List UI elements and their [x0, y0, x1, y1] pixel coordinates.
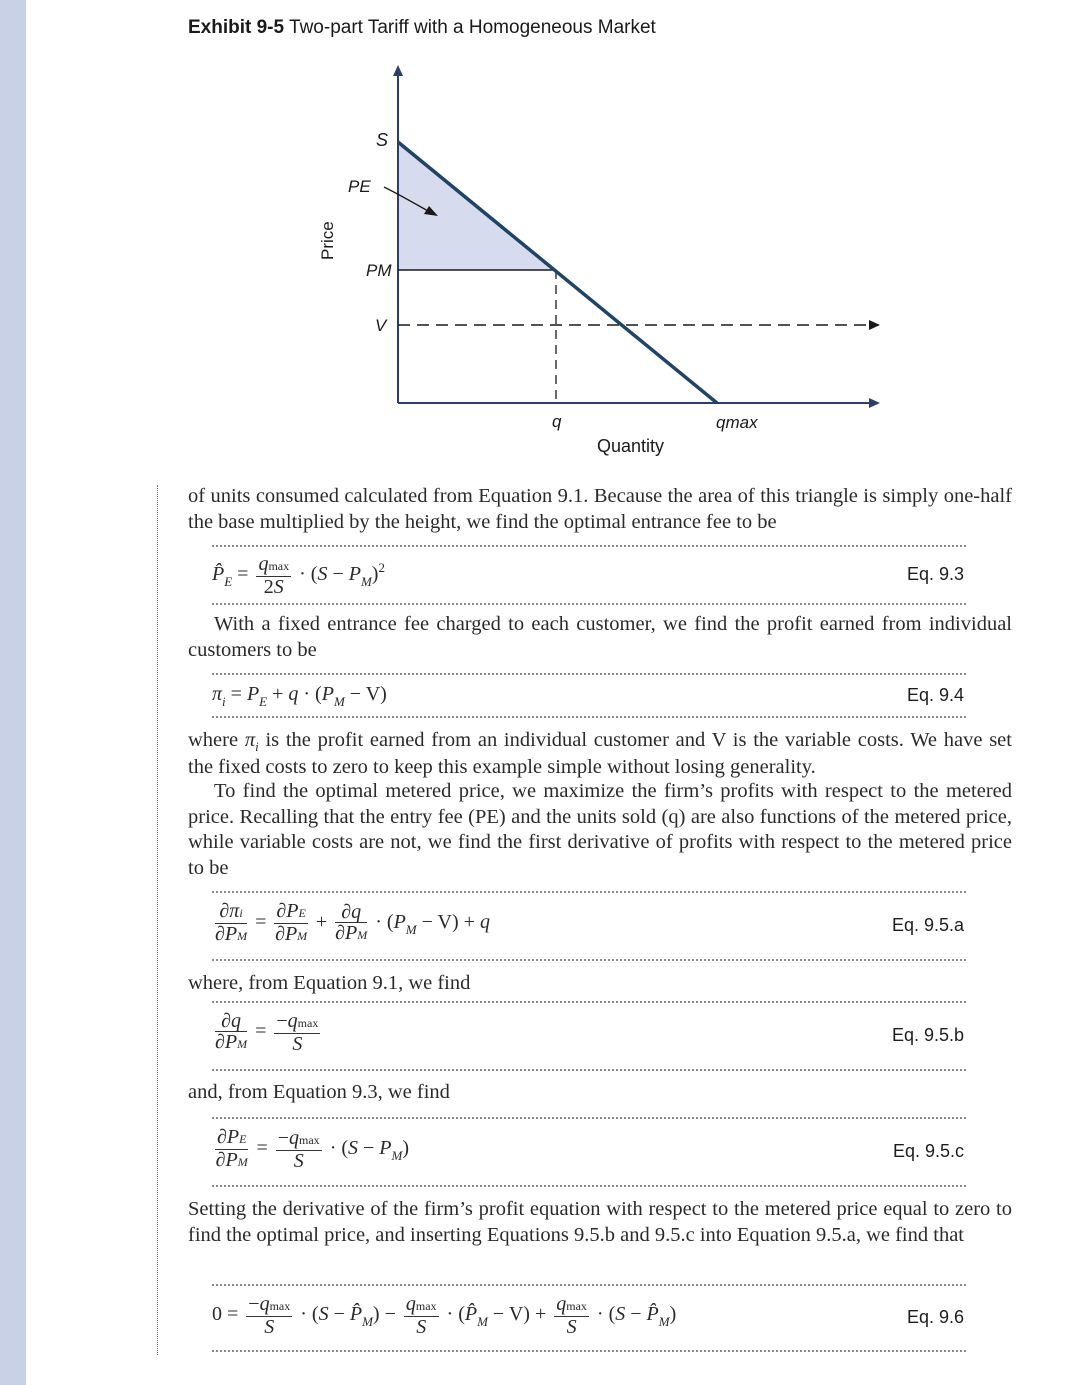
exhibit-title	[188, 17, 656, 39]
equation-9-5-c	[212, 1117, 966, 1187]
equation-9-5-a	[212, 891, 966, 961]
y-tick-v: V	[375, 316, 387, 335]
paragraph-5: where, from Equation 9.1, we find	[188, 972, 471, 994]
eq-9-5-a-label: Eq. 9.5.a	[891, 915, 964, 935]
paragraph-6: and, from Equation 9.3, we find	[188, 1081, 450, 1103]
x-tick-q: q	[552, 412, 562, 431]
variable-cost-arrow	[869, 320, 880, 330]
paragraph-3: where $\pi_i$ is the profit earned from an individual customer and V is the variable costs. We have set the fixed costs to zero to keep this example simple without losing generality.	[188, 729, 1012, 778]
y-tick-pm: PM	[366, 261, 392, 280]
paragraph-3-start: where	[188, 729, 245, 751]
equation-9-6	[212, 1284, 966, 1352]
x-axis-label: Quantity	[597, 436, 665, 456]
equation-9-3	[212, 545, 966, 605]
eq-9-5-b-expression: $\frac{\partial q}{\partial PM}$ = $\frac{-qmax}{S}$	[215, 1010, 319, 1055]
eq-9-3-label: Eq. 9.3	[906, 564, 964, 584]
eq-9-4-label: Eq. 9.4	[906, 685, 964, 705]
equation-9-4	[212, 673, 966, 718]
paragraph-3-rest: is the profit earned from an individual customer and V is the variable costs. We have set the fixed costs to zero to keep this example simple without losing generality.	[188, 729, 1012, 778]
paragraph-7: Setting the derivative of the firm’s profit equation with respect to the metered price equal to zero to find the optimal price, and inserting Equations 9.5.b and 9.5.c into Equation 9.5.a, we find that	[188, 1198, 1012, 1246]
y-axis-arrow	[393, 65, 403, 76]
left-margin-strip	[0, 0, 26, 1385]
x-tick-qmax: qmax	[716, 413, 758, 432]
demand-line	[398, 142, 717, 403]
equation-9-5-b	[212, 1001, 966, 1071]
margin-rule	[157, 485, 158, 1355]
paragraph-4: To find the optimal metered price, we maximize the firm’s profits with respect to the metered price. Recalling that the entry fee (PE) and the units sold (q) are also functions of the metered price, while variable costs are not, we find the first derivative of profits with respect to the metered price to be	[188, 780, 1012, 879]
y-tick-pe: PE	[348, 177, 371, 196]
tariff-chart	[300, 55, 900, 465]
eq-9-4-expression: $\pi_i = P_E + q \cdot (P_M - V)$	[212, 683, 387, 709]
eq-9-6-label: Eq. 9.6	[906, 1307, 964, 1327]
eq-9-5-c-label: Eq. 9.5.c	[892, 1141, 964, 1161]
eq-9-5-c-expression: $\frac{\partial PE}{\partial PM}$ = $\frac{-qmax}{S}$ · $(S - P_M)$	[215, 1126, 410, 1172]
eq-9-3-expression: $P̂_E$ = $\frac{qmax}{2S}$ · $(S - P_M)^2$	[212, 553, 385, 598]
exhibit-caption: Two-part Tariff with a Homogeneous Market	[289, 17, 656, 38]
x-axis-arrow	[869, 398, 880, 408]
y-tick-s: S	[376, 130, 389, 150]
exhibit-number: Exhibit 9-5	[188, 17, 285, 38]
paragraph-2: With a fixed entrance fee charged to each customer, we find the profit earned from individual customers to be	[188, 613, 1012, 661]
eq-9-6-expression: 0 = $\frac{-qmax}{S}$ · $(S - P̂_M)$ − $\frac{qmax}{S}$ · $(P̂_M - V)$ + $\frac{qmax}{S}$ · $(S - P̂_M)$	[212, 1293, 677, 1338]
eq-9-5-b-label: Eq. 9.5.b	[891, 1025, 964, 1045]
y-axis-label: Price	[318, 221, 337, 260]
paragraph-1: of units consumed calculated from Equation 9.1. Because the area of this triangle is simply one-half the base multiplied by the height, we find the optimal entrance fee to be	[188, 485, 1012, 533]
eq-9-5-a-expression: $\frac{\partial\pi i}{\partial PM}$ = $\frac{\partial PE}{\partial PM}$ + $\frac{\partial q}{\partial PM}$ · $(P_M - V) + q$	[215, 900, 490, 945]
